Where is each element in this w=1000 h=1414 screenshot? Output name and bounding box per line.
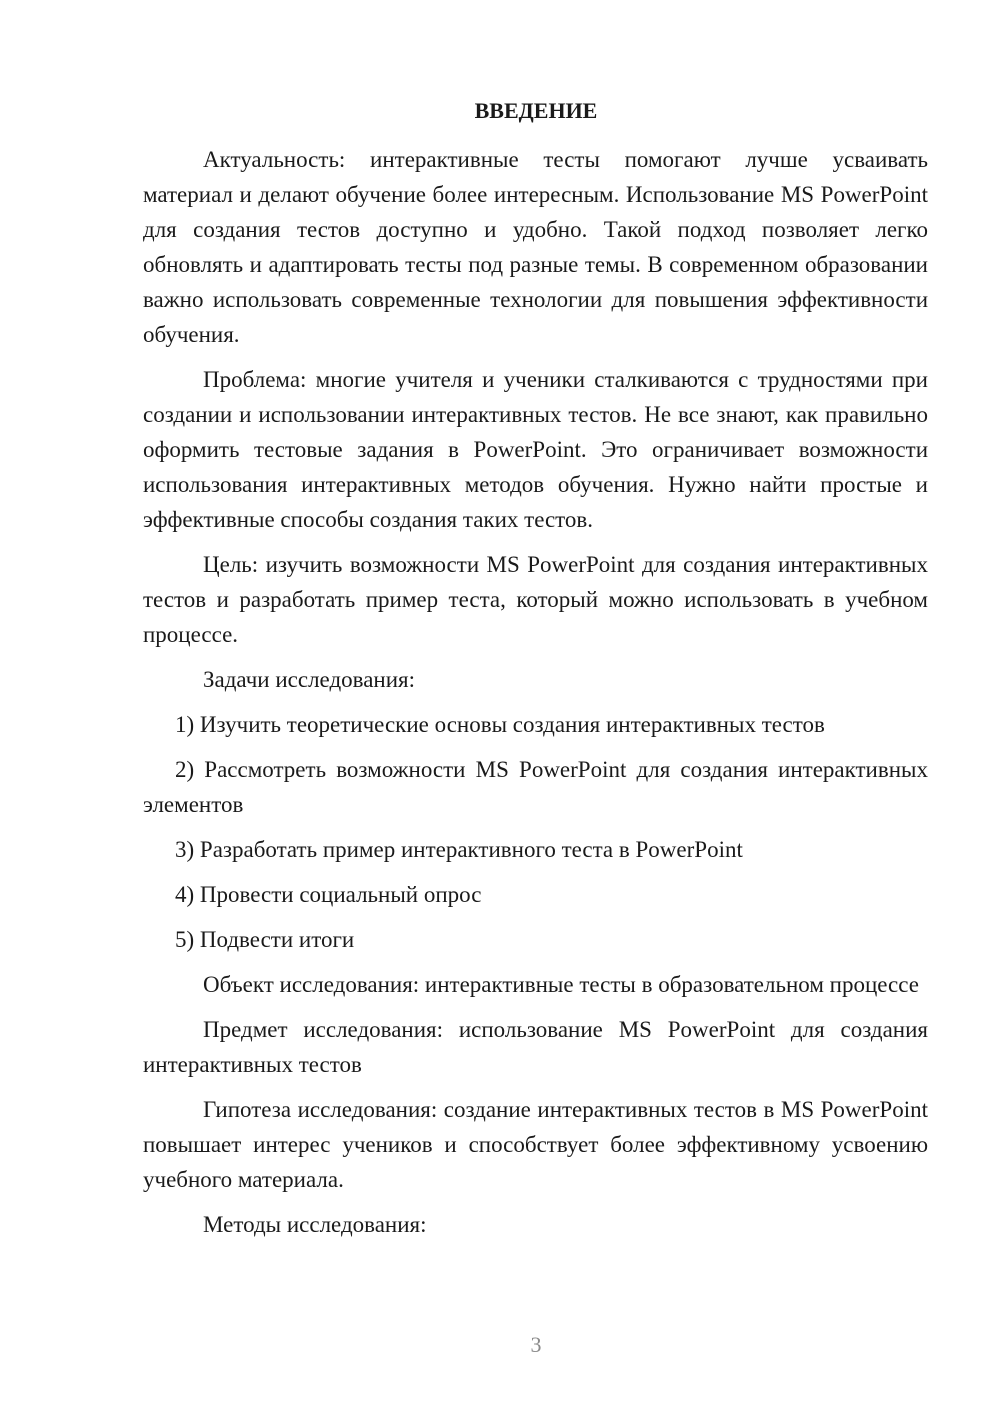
paragraph-relevance: Актуальность: интерактивные тесты помогают лучше усваивать материал и делают обучение более интересным. Использование MS PowerPoint для создания тестов доступно и удобно. Такой подход позволяет легко обновлять и адаптировать тесты под разные темы. В современном образовании важно использовать современные технологии для повышения эффективности обучения.	[143, 147, 928, 347]
paragraph-object: Объект исследования: интерактивные тесты в образовательном процессе	[203, 972, 919, 997]
paragraph-subject: Предмет исследования: использование MS PowerPoint для создания интерактивных тестов	[143, 1017, 928, 1077]
paragraph-hypothesis: Гипотеза исследования: создание интерактивных тестов в MS PowerPoint повышает интерес учеников и способствует более эффективному усвоению учебного материала.	[143, 1097, 928, 1192]
task-item-1: 1) Изучить теоретические основы создания интерактивных тестов	[175, 712, 825, 737]
body-text	[143, 142, 928, 1252]
task-item-2: 2) Рассмотреть возможности MS PowerPoint для создания интерактивных элементов	[143, 757, 928, 817]
methods-heading: Методы исследования:	[203, 1212, 427, 1237]
task-item-4: 4) Провести социальный опрос	[175, 882, 482, 907]
page-number: 3	[530, 1332, 542, 1357]
paragraph-goal: Цель: изучить возможности MS PowerPoint для создания интерактивных тестов и разработать пример теста, который можно использовать в учебном процессе.	[143, 552, 928, 647]
task-item-5: 5) Подвести итоги	[175, 927, 355, 952]
page-title: ВВЕДЕНИЕ	[474, 98, 598, 123]
tasks-heading: Задачи исследования:	[203, 667, 416, 692]
task-item-3: 3) Разработать пример интерактивного теста в PowerPoint	[175, 837, 743, 862]
paragraph-problem: Проблема: многие учителя и ученики сталкиваются с трудностями при создании и использовании интерактивных тестов. Не все знают, как правильно оформить тестовые задания в PowerPoint. Это ограничивает возможности использования интерактивных методов обучения. Нужно найти простые и эффективные способы создания таких тестов.	[143, 367, 928, 532]
